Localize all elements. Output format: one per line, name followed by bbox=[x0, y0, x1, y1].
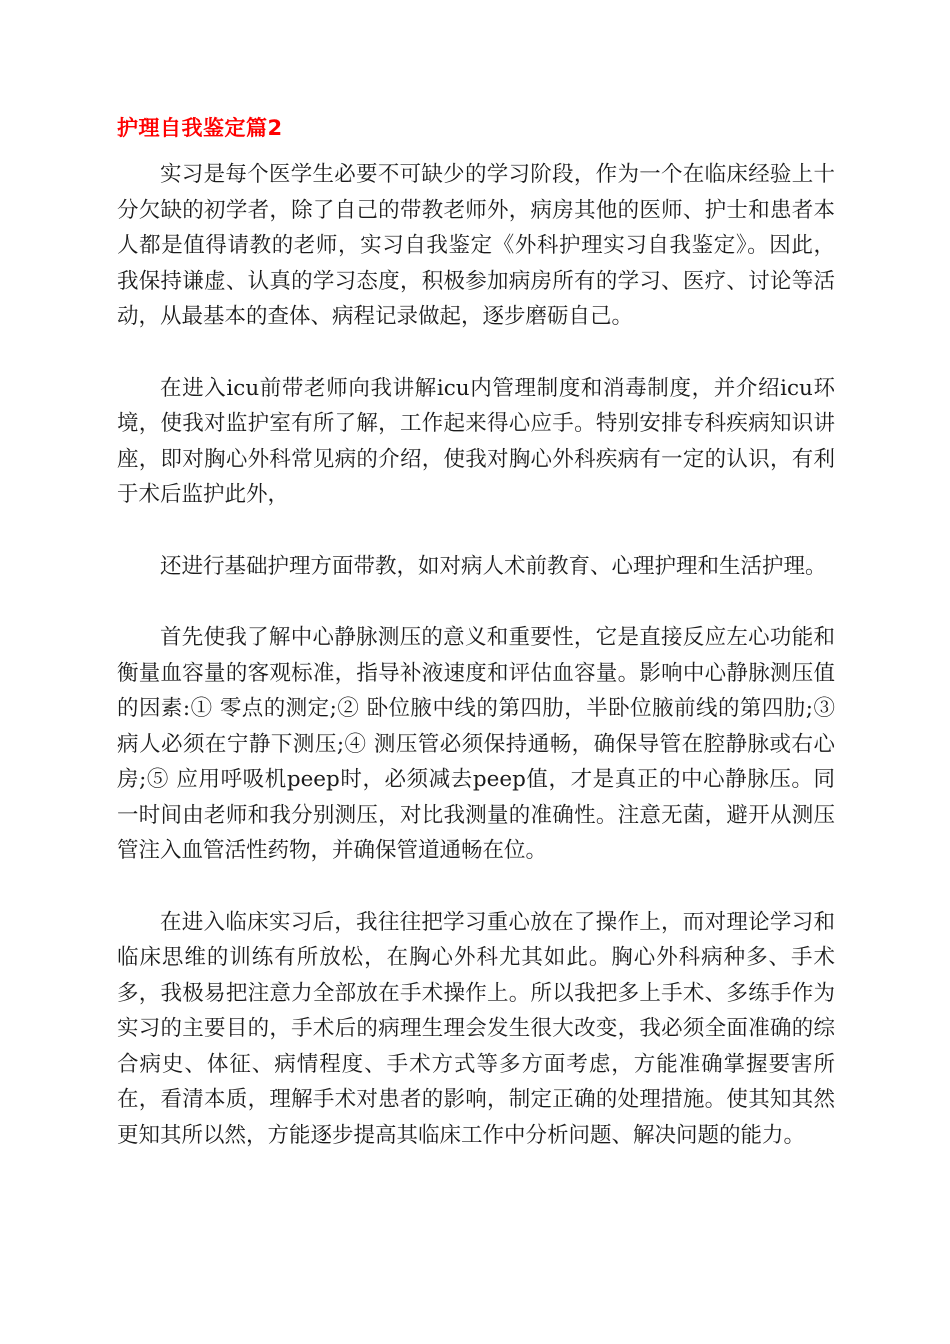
section-heading: 护理自我鉴定篇2 bbox=[117, 116, 283, 140]
paragraph-1: 实习是每个医学生必要不可缺少的学习阶段，作为一个在临床经验上十分欠缺的初学者，除了自己的带教老师外，病房其他的医师、护士和患者本人都是值得请教的老师，实习自我鉴定《外科护理实习自我鉴定》。因此，我保持谦虚、认真的学习态度，积极参加病房所有的学习、医疗、讨论等活动，从最基本的查体、病程记录做起，逐步磨砺自己。 bbox=[117, 162, 835, 329]
paragraph-4: 首先使我了解中心静脉测压的意义和重要性，它是直接反应左心功能和衡量血容量的客观标准，指导补液速度和评估血容量。影响中心静脉测压值的因素:① 零点的测定;② 卧位腋中线的第四肋，半卧位腋前线的第四肋;③ 病人必须在宁静下测压;④ 测压管必须保持通畅，确保导管在腔静脉或右心房;⑤ 应用呼吸机peep时，必须减去peep值，才是真正的中心静脉压。同一时间由老师和我分别测压，对比我测量的准确性。注意无菌，避开从测压管注入血管活性药物，并确保管道通畅在位。 bbox=[117, 625, 835, 863]
paragraph-5: 在进入临床实习后，我往往把学习重心放在了操作上，而对理论学习和临床思维的训练有所放松，在胸心外科尤其如此。胸心外科病种多、手术多，我极易把注意力全部放在手术操作上。所以我把多上手术、多练手作为实习的主要目的，手术后的病理生理会发生很大改变，我必须全面准确的综合病史、体征、病情程度、手术方式等多方面考虑，方能准确掌握要害所在，看清本质，理解手术对患者的影响，制定正确的处理措施。使其知其然更知其所以然，方能逐步提高其临床工作中分析问题、解决问题的能力。 bbox=[117, 909, 835, 1148]
document-body bbox=[117, 157, 835, 1189]
paragraph-3: 还进行基础护理方面带教，如对病人术前教育、心理护理和生活护理。 bbox=[160, 553, 827, 579]
paragraph-2: 在进入icu前带老师向我讲解icu内管理制度和消毒制度，并介绍icu环境，使我对监护室有所了解，工作起来得心应手。特别安排专科疾病知识讲座，即对胸心外科常见病的介绍，使我对胸心外科疾病有一定的认识，有利于术后监护此外， bbox=[117, 375, 835, 507]
